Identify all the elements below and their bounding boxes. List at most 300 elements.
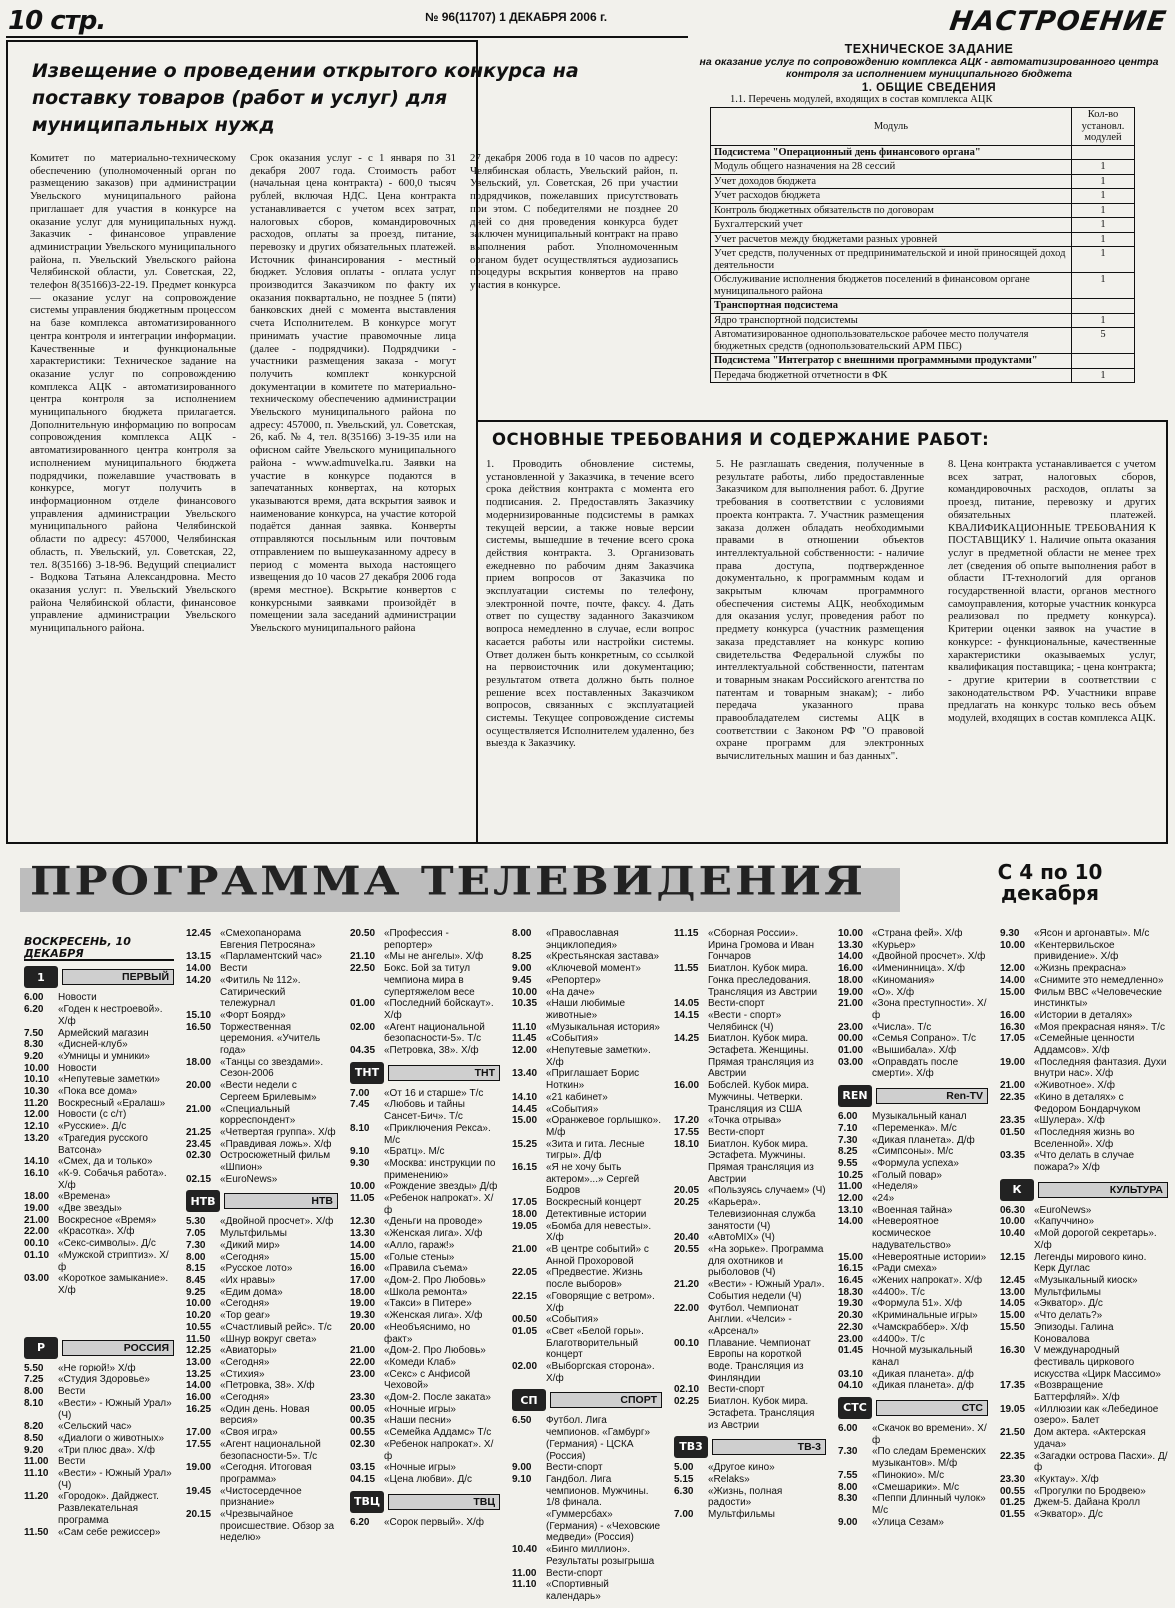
module-name: Передача бюджетной отчетности в ФК <box>711 368 1072 383</box>
schedule-title: «Сорок первый». Х/ф <box>384 1516 485 1528</box>
schedule-item <box>350 1462 500 1474</box>
schedule-time: 9.55 <box>838 1157 858 1169</box>
schedule-item <box>838 1470 988 1482</box>
header-rule <box>6 36 688 38</box>
schedule-time: 03.00 <box>838 1056 864 1068</box>
schedule-title: «Необъяснимо, но факт» <box>384 1321 471 1345</box>
schedule-item <box>186 1427 338 1439</box>
schedule-time: 23.00 <box>838 1021 864 1033</box>
schedule-item <box>674 1010 826 1033</box>
schedule-time: 13.25 <box>186 1368 212 1380</box>
schedule-time: 00.05 <box>350 1403 376 1415</box>
schedule-title: Биатлон. Кубок мира. Эстафета. Мужчины. Прямая трансляция из Австрии <box>708 1138 814 1185</box>
schedule-item <box>838 1446 988 1469</box>
schedule-item <box>838 1369 988 1381</box>
schedule-item <box>674 1509 826 1521</box>
schedule-title: «Другое кино» <box>708 1462 775 1474</box>
schedule-item <box>350 1322 500 1345</box>
schedule-item <box>838 1123 988 1135</box>
schedule-title: «Симпсоны». М/с <box>872 1146 954 1158</box>
module-name: Учет расчетов между бюджетами разных уровней <box>711 232 1072 247</box>
schedule-title: «Ребенок напрокат». Х/ф <box>384 1438 494 1462</box>
schedule-item <box>350 998 500 1021</box>
schedule-title: «Православная энциклопедия» <box>546 928 619 951</box>
schedule-title: «Правдивая ложь». Х/ф <box>220 1138 332 1150</box>
schedule-title: «Ради смеха» <box>872 1263 937 1275</box>
schedule-time: 12.00 <box>1000 963 1026 975</box>
schedule-title: «Форт Боярд» <box>220 1009 286 1021</box>
schedule-item <box>512 1115 662 1138</box>
schedule-title: «Диалоги о животных» <box>58 1432 165 1444</box>
schedule-item <box>512 1314 662 1326</box>
requirements-column-1: 1. Проводить обновление системы, установленной у Заказчика, в течение всего срока действия контракта с момента его подписания. 2. Предоставлять Заказчику модернизированные подсистемы в рамках текущей версии, а также новые версии системы, вышедшие в течение всего срока действия контракта. 3. Организовать ежедневно по рабочим дням Заказчика прием вопросов от Заказчика по эксплуатации системы по телефону, электронной почте, почте, факсу. 4. Дать ответ по существу заданного Заказчиком вопроса немедленно в случае, если вопрос касается работы или настройки системы. Ответ должен быть конкретным, со ссылкой на первоисточник или документацию; результатом ответа должно быть полное решение всех поставленных Заказчиком вопросов, связанных с эксплуатацией системы. Текущее сопровождение системы осуществляется Исполнителем удаленно, без выезда к Заказчику. <box>486 458 694 750</box>
module-row <box>711 145 1135 160</box>
schedule-time: 7.45 <box>350 1099 370 1111</box>
schedule-item <box>512 1415 662 1462</box>
schedule-title: «Сегодня. Итоговая программа» <box>220 1462 312 1485</box>
schedule-title: «Смешарики». М/с <box>872 1481 960 1493</box>
schedule-time: 6.00 <box>838 1111 858 1123</box>
schedule-item <box>350 928 500 951</box>
schedule-title: «Неделя» <box>872 1181 919 1193</box>
schedule-item <box>350 1357 500 1369</box>
schedule-time: 17.05 <box>1000 1033 1026 1045</box>
schedule-title: «Формула 51». Х/ф <box>872 1298 963 1310</box>
schedule-time: 8.10 <box>350 1122 370 1134</box>
schedule-title: «Годен к нестроевой». Х/ф <box>58 1004 163 1027</box>
schedule-title: «На даче» <box>546 986 595 998</box>
tv-column-3 <box>350 928 500 1604</box>
schedule-time: 01.00 <box>350 998 376 1010</box>
schedule-item <box>350 1345 500 1357</box>
schedule-time: 6.20 <box>350 1516 370 1528</box>
channel-name: СТС <box>876 1400 988 1416</box>
schedule-title: «Прогулки по Бродвею» <box>1034 1485 1146 1497</box>
schedule-time: 16.00 <box>350 1263 376 1275</box>
schedule-time: 8.00 <box>512 928 532 939</box>
schedule-time: 00.55 <box>350 1427 376 1439</box>
schedule-item <box>512 1267 662 1290</box>
tv-dates-line2: декабря <box>1001 881 1099 905</box>
schedule-title: «4400». Т/с <box>872 1333 925 1345</box>
module-name: Обслуживание исполнения бюджетов поселений в финансовом органе муниципального района <box>711 273 1072 299</box>
schedule-time: 00.55 <box>1000 1485 1026 1497</box>
schedule-time: 17.35 <box>1000 1380 1026 1392</box>
module-count: 1 <box>1072 203 1135 218</box>
schedule-time: 11.55 <box>674 963 699 975</box>
schedule-title: «Экватор». Д/с <box>1034 1298 1103 1310</box>
schedule-time: 02.15 <box>186 1173 212 1185</box>
schedule-time: 17.20 <box>674 1115 700 1127</box>
schedule-item <box>1000 1275 1168 1287</box>
col-module: Модуль <box>711 108 1072 146</box>
schedule-item <box>186 1174 338 1186</box>
schedule-item <box>1000 1486 1168 1498</box>
schedule-list <box>350 1088 500 1486</box>
module-name: Учет средств, полученных от предпринимательской и иной приносящей доход деятельности <box>711 247 1072 273</box>
schedule-title: «Моя прекрасная няня». Т/с <box>1034 1021 1165 1033</box>
channel-logo-icon: СП <box>512 1389 546 1411</box>
schedule-item <box>1000 1033 1168 1056</box>
schedule-item <box>1000 1497 1168 1509</box>
schedule-item <box>512 963 662 975</box>
schedule-time: 7.00 <box>350 1087 370 1099</box>
schedule-title: «Правила съема» <box>384 1263 468 1275</box>
schedule-item <box>350 1158 500 1181</box>
schedule-time: 14.00 <box>186 963 212 975</box>
schedule-title: «Наши песни» <box>384 1415 452 1427</box>
schedule-time: 8.00 <box>838 1481 858 1493</box>
schedule-title: «Профессия - репортер» <box>384 928 449 951</box>
schedule-item <box>838 1146 988 1158</box>
schedule-list <box>674 1462 826 1521</box>
schedule-title: «Выборгская сторона». Х/ф <box>546 1361 655 1384</box>
schedule-time: 11.10 <box>512 1021 537 1033</box>
channel-name: СПОРТ <box>550 1392 662 1408</box>
schedule-time: 00.50 <box>512 1314 538 1326</box>
schedule-time: 9.00 <box>512 963 532 975</box>
schedule-time: 00.00 <box>838 1033 864 1045</box>
spec-subtitle: на оказание услуг по сопровождению комплекса АЦК - автоматизированного центра контроля за исполнением муниципального бюджета <box>699 56 1159 80</box>
channel-logo-icon: ТНТ <box>350 1062 384 1084</box>
schedule-title: «Такси» в Питере» <box>384 1298 472 1310</box>
schedule-item <box>350 1310 500 1322</box>
schedule-time: 20.50 <box>350 928 376 939</box>
schedule-time: 7.05 <box>186 1228 206 1240</box>
schedule-title: «Не горюй!» Х/ф <box>58 1362 136 1374</box>
schedule-item <box>350 1298 500 1310</box>
schedule-item <box>350 1181 500 1193</box>
schedule-title: «Говорящие с ветром». Х/ф <box>546 1290 655 1314</box>
module-row <box>711 174 1135 189</box>
schedule-time: 6.00 <box>838 1423 858 1435</box>
schedule-title: Мультфильмы <box>1034 1286 1101 1298</box>
schedule-item <box>1000 963 1168 975</box>
schedule-time: 16.00 <box>1000 1009 1026 1021</box>
tv-column-7 <box>1000 928 1168 1604</box>
schedule-list <box>838 1111 988 1392</box>
schedule-title: «Снимите это немедленно» <box>1034 974 1164 986</box>
schedule-time: 02.00 <box>512 1361 538 1373</box>
schedule-time: 23.30 <box>350 1392 376 1404</box>
schedule-item <box>512 928 662 951</box>
schedule-time: 10.00 <box>1000 1216 1026 1228</box>
schedule-time: 7.25 <box>24 1374 44 1386</box>
schedule-time: 7.30 <box>186 1239 206 1251</box>
module-row <box>711 218 1135 233</box>
schedule-title: «Жених напрокат». Х/ф <box>872 1274 983 1286</box>
module-name: Ядро транспортной подсистемы <box>711 313 1072 328</box>
schedule-title: «Я не хочу быть актером»...» Сергей Бодров <box>546 1162 640 1197</box>
schedule-item <box>24 1121 174 1133</box>
schedule-time: 21.00 <box>1000 1080 1026 1092</box>
tv-column-2 <box>186 928 338 1604</box>
schedule-title: «Шнур вокруг света» <box>220 1333 317 1345</box>
schedule-item <box>1000 1228 1168 1251</box>
schedule-time: 14.25 <box>674 1033 700 1045</box>
schedule-title: «Последняя фантазия. Духи внутри нас». Х/ф <box>1034 1056 1167 1080</box>
schedule-item <box>186 1345 338 1357</box>
schedule-title: «Алло, гараж!» <box>384 1239 455 1251</box>
schedule-time: 02.10 <box>674 1384 700 1396</box>
schedule-item <box>838 1111 988 1123</box>
schedule-time: 21.10 <box>350 951 376 963</box>
schedule-time: 19.00 <box>350 1298 376 1310</box>
schedule-time: 22.30 <box>838 1321 864 1333</box>
notice-title: Извещение о проведении открытого конкурса на поставку товаров (работ и услуг) для муниципальных нужд <box>32 60 579 136</box>
schedule-item <box>24 1004 174 1027</box>
schedule-time: 22.50 <box>350 963 376 975</box>
schedule-title: «Семейка Аддамс» Т/с <box>384 1427 492 1439</box>
schedule-item <box>512 1244 662 1267</box>
schedule-title: «Ночные игры» <box>384 1403 456 1415</box>
schedule-title: Новости <box>58 1062 97 1074</box>
schedule-list <box>350 1517 500 1529</box>
schedule-title: Вести-спорт <box>708 998 765 1010</box>
schedule-title: «Дисней-клуб» <box>58 1039 128 1051</box>
schedule-title: «Ясон и аргонавты». М/с <box>1034 928 1150 939</box>
schedule-time: 04.35 <box>350 1045 376 1057</box>
schedule-list <box>350 928 500 1057</box>
schedule-item <box>674 1303 826 1338</box>
schedule-item <box>512 1045 662 1068</box>
schedule-time: 11.20 <box>24 1491 49 1503</box>
schedule-item <box>1000 1474 1168 1486</box>
schedule-title: «Последняя жизнь во Вселенной». Х/ф <box>1034 1126 1135 1150</box>
schedule-title: «Вести недели с Сергеем Брилевым» <box>220 1080 317 1103</box>
schedule-time: 14.00 <box>838 1216 864 1228</box>
schedule-time: 11.10 <box>24 1468 49 1480</box>
schedule-title: «Парламентский час» <box>220 951 323 963</box>
module-count: 1 <box>1072 189 1135 204</box>
schedule-title: «Двойной просчет». Х/ф <box>220 1216 334 1228</box>
schedule-title: «Семейные ценности Аддамсов». Х/ф <box>1034 1033 1135 1057</box>
schedule-item <box>838 963 988 975</box>
schedule-title: Мультфильмы <box>220 1228 287 1240</box>
schedule-time: 8.45 <box>186 1274 206 1286</box>
schedule-time: 10.55 <box>186 1321 212 1333</box>
schedule-item <box>350 1240 500 1252</box>
schedule-title: «Семья Сопрано». Т/с <box>872 1033 977 1045</box>
schedule-time: 19.00 <box>24 1203 50 1215</box>
schedule-item <box>1000 1427 1168 1450</box>
schedule-time: 14.00 <box>1000 974 1026 986</box>
schedule-time: 12.15 <box>1000 1251 1026 1263</box>
schedule-title: «Мужской стриптиз». Х/ф <box>58 1249 169 1273</box>
schedule-item <box>186 1380 338 1392</box>
schedule-item <box>838 1033 988 1045</box>
channel-logo-icon: НТВ <box>186 1190 220 1212</box>
schedule-title: «Бомба для невесты». Х/ф <box>546 1220 652 1244</box>
schedule-item <box>674 1139 826 1186</box>
schedule-item <box>838 1298 988 1310</box>
schedule-title: «Жизнь прекрасна» <box>1034 963 1127 975</box>
schedule-item <box>350 963 500 998</box>
channel-logo-icon: ТВ3 <box>674 1436 708 1458</box>
schedule-item <box>186 1057 338 1080</box>
schedule-time: 17.00 <box>350 1274 376 1286</box>
schedule-item <box>838 1322 988 1334</box>
schedule-item <box>674 1338 826 1385</box>
schedule-title: «К-9. Собачья работа». Х/ф <box>58 1167 167 1191</box>
schedule-time: 16.15 <box>838 1263 864 1275</box>
notice-column-1: Комитет по материально-техническому обеспечению (уполномоченный орган по размещению заказов) при администрации Увельского муниципального района приглашает для участия в конкурсе на оказание услуг для муниципальных нужд. Заказчик - финансовое управление администрации Увельского муниципального района, п. Увельский Увельского района Челябинской области, ул. Советская, 22, телефон 8(35166)3-22-19. Предмет конкурса — оказание услуг на сопровождение системы управления бюджетным процессом на базе комплекса автоматизированного центра контроля и интеграции информации. Качественные и функциональные характеристики: Техническое задание на оказание услуг по сопровождению комплекса АЦК - автоматизированного центра контроля за исполнением муниципального бюджета прилагается. Дополнительную информацию по вопросам сопровождения комплекса АЦК - автоматизированного центра контроля за исполнением муниципального бюджета подрядчики, пожелавшие участвовать в конкурсе, могут получить в информационном отделе финансового управления администрации Увельского муниципального района Челябинской области по адресу: 457000, Челябинская область, п. Увельский, ул. Советская, 22, тел. 8(35166) 3-18-96. Ведущий специалист - Водкова Татьяна Александровна. Место оказания услуг: п. Увельский Увельского района Челябинской области, финансовое управление администрации Увельского муниципального района. <box>30 152 236 635</box>
schedule-title: Воскресный «Ералаш» <box>58 1097 166 1109</box>
channel-header-perviy <box>24 966 174 988</box>
schedule-title: «От 16 и старше» Т/с <box>384 1087 484 1099</box>
schedule-item <box>838 1482 988 1494</box>
schedule-item <box>1000 975 1168 987</box>
schedule-item <box>24 1039 174 1051</box>
schedule-time: 20.00 <box>186 1080 212 1092</box>
schedule-title: «Женская лига». Х/ф <box>384 1310 483 1322</box>
schedule-item <box>24 1398 174 1421</box>
schedule-time: 13.00 <box>1000 1286 1026 1298</box>
schedule-time: 10.40 <box>1000 1228 1026 1240</box>
schedule-item <box>350 1404 500 1416</box>
schedule-item <box>838 998 988 1021</box>
schedule-title: Эпизоды. Галина Коновалова <box>1034 1321 1114 1345</box>
schedule-item <box>186 1127 338 1139</box>
schedule-time: 10.00 <box>512 986 538 998</box>
schedule-time: 9.10 <box>512 1473 532 1485</box>
schedule-item <box>838 940 988 952</box>
schedule-title: Воскресное «Время» <box>58 1214 157 1226</box>
module-count: 1 <box>1072 218 1135 233</box>
schedule-time: 01.00 <box>838 1045 864 1057</box>
schedule-time: 14.20 <box>186 974 212 986</box>
schedule-time: 20.40 <box>674 1232 700 1244</box>
schedule-title: «Военная тайна» <box>872 1204 953 1216</box>
schedule-time: 15.10 <box>186 1009 212 1021</box>
schedule-item <box>24 1273 174 1296</box>
schedule-time: 16.00 <box>674 1080 700 1092</box>
schedule-time: 8.50 <box>24 1432 44 1444</box>
schedule-time: 11.50 <box>24 1526 49 1538</box>
channel-logo-icon: ТВЦ <box>350 1491 384 1513</box>
schedule-title: «4400». Т/с <box>872 1286 925 1298</box>
schedule-item <box>186 1216 338 1228</box>
schedule-time: 15.00 <box>1000 1310 1026 1322</box>
schedule-item <box>674 1279 826 1302</box>
schedule-title: «Дом-2. Про Любовь» <box>384 1274 486 1286</box>
schedule-time: 8.25 <box>512 951 532 963</box>
schedule-time: 15.00 <box>512 1115 538 1127</box>
schedule-item <box>1000 1216 1168 1228</box>
schedule-time: 9.45 <box>512 974 532 986</box>
schedule-item <box>24 1374 174 1386</box>
schedule-title: Вести <box>220 963 248 975</box>
channel-name: ТВ-3 <box>712 1439 826 1455</box>
schedule-item <box>674 1115 826 1127</box>
schedule-title: Мультфильмы <box>708 1509 775 1521</box>
schedule-item <box>24 1491 174 1526</box>
schedule-time: 02.25 <box>674 1396 700 1408</box>
schedule-time: 7.50 <box>24 1027 44 1039</box>
schedule-title: «Невероятное космическое надувательство» <box>872 1216 952 1251</box>
schedule-item <box>1000 1150 1168 1173</box>
schedule-time: 14.00 <box>838 951 864 963</box>
schedule-title: «Непутевые заметки». Х/ф <box>546 1045 651 1068</box>
schedule-time: 11.50 <box>186 1333 211 1345</box>
schedule-title: «Сельский час» <box>58 1421 132 1433</box>
schedule-time: 8.00 <box>186 1251 206 1263</box>
schedule-item <box>838 1158 988 1170</box>
schedule-title: «На зорьке». Программа для охотников и рыболовов (Ч) <box>708 1243 824 1279</box>
channel-name: РОССИЯ <box>62 1340 174 1356</box>
module-name: Подсистема "Интегратор с внешними программными продуктами" <box>711 354 1072 369</box>
schedule-title: Джем-5. Дайана Кролл <box>1034 1497 1141 1509</box>
schedule-time: 19.00 <box>838 986 864 998</box>
schedule-item <box>186 1310 338 1322</box>
schedule-time: 01.05 <box>512 1325 538 1337</box>
schedule-time: 16.25 <box>186 1403 212 1415</box>
schedule-time: 10.10 <box>24 1074 50 1086</box>
schedule-title: «Пользуясь случаем» (Ч) <box>708 1185 826 1197</box>
schedule-item <box>838 1380 988 1392</box>
schedule-title: «Музыкальная история» <box>546 1021 660 1033</box>
schedule-item <box>186 1240 338 1252</box>
schedule-title: Вести-спорт <box>708 1126 765 1138</box>
schedule-time: 21.00 <box>838 998 864 1010</box>
schedule-time: 01.25 <box>1000 1497 1026 1509</box>
schedule-time: 9.00 <box>838 1516 858 1528</box>
channel-logo-icon: REN <box>838 1085 872 1107</box>
schedule-title: «Сегодня» <box>220 1356 270 1368</box>
schedule-time: 21.25 <box>186 1126 212 1138</box>
schedule-title: Биатлон. Кубок мира. Эстафета. Трансляция из Австрии <box>708 1396 815 1431</box>
schedule-title: «АвтоМIX» (Ч) <box>708 1232 775 1244</box>
schedule-title: «Пеппи Длинный чулок» М/с <box>872 1493 986 1516</box>
schedule-time: 10.00 <box>838 928 864 939</box>
schedule-item <box>838 1345 988 1368</box>
schedule-item <box>350 1392 500 1404</box>
channel-header-tv3 <box>674 1436 826 1458</box>
schedule-title: Новости (с с/т) <box>58 1109 127 1121</box>
schedule-time: 19.00 <box>186 1462 212 1474</box>
schedule-title: «Их нравы» <box>220 1274 276 1286</box>
schedule-title: «Именинница». Х/ф <box>872 963 966 975</box>
schedule-time: 17.05 <box>512 1197 538 1209</box>
schedule-item <box>24 1433 174 1445</box>
schedule-time: 01.55 <box>1000 1509 1026 1521</box>
schedule-item <box>512 987 662 999</box>
schedule-time: 03.10 <box>838 1368 864 1380</box>
schedule-time: 15.25 <box>512 1138 538 1150</box>
schedule-time: 16.30 <box>1000 1021 1026 1033</box>
schedule-time: 20.05 <box>674 1185 700 1197</box>
schedule-item <box>24 1527 174 1539</box>
schedule-title: «Предвестие. Жизнь после выборов» <box>546 1267 643 1291</box>
schedule-item <box>186 1150 338 1173</box>
schedule-item <box>186 1369 338 1381</box>
schedule-item <box>1000 1310 1168 1322</box>
schedule-title: «Top gear» <box>220 1310 271 1322</box>
schedule-time: 8.30 <box>24 1039 44 1051</box>
schedule-item <box>838 987 988 999</box>
schedule-title: «Смех, да и только» <box>58 1156 153 1168</box>
schedule-time: 18.00 <box>24 1191 50 1203</box>
schedule-time: 13.40 <box>512 1068 538 1080</box>
schedule-time: 21.00 <box>186 1103 212 1115</box>
schedule-item <box>512 998 662 1021</box>
spec-title: ТЕХНИЧЕСКОЕ ЗАДАНИЕ <box>844 42 1014 56</box>
module-name: Бухгалтерский учет <box>711 218 1072 233</box>
schedule-title: «В центре событий» с Анной Прохоровой <box>546 1243 649 1267</box>
schedule-time: 12.00 <box>512 1045 538 1057</box>
schedule-item <box>186 1252 338 1264</box>
schedule-title: «Школа ремонта» <box>384 1286 468 1298</box>
